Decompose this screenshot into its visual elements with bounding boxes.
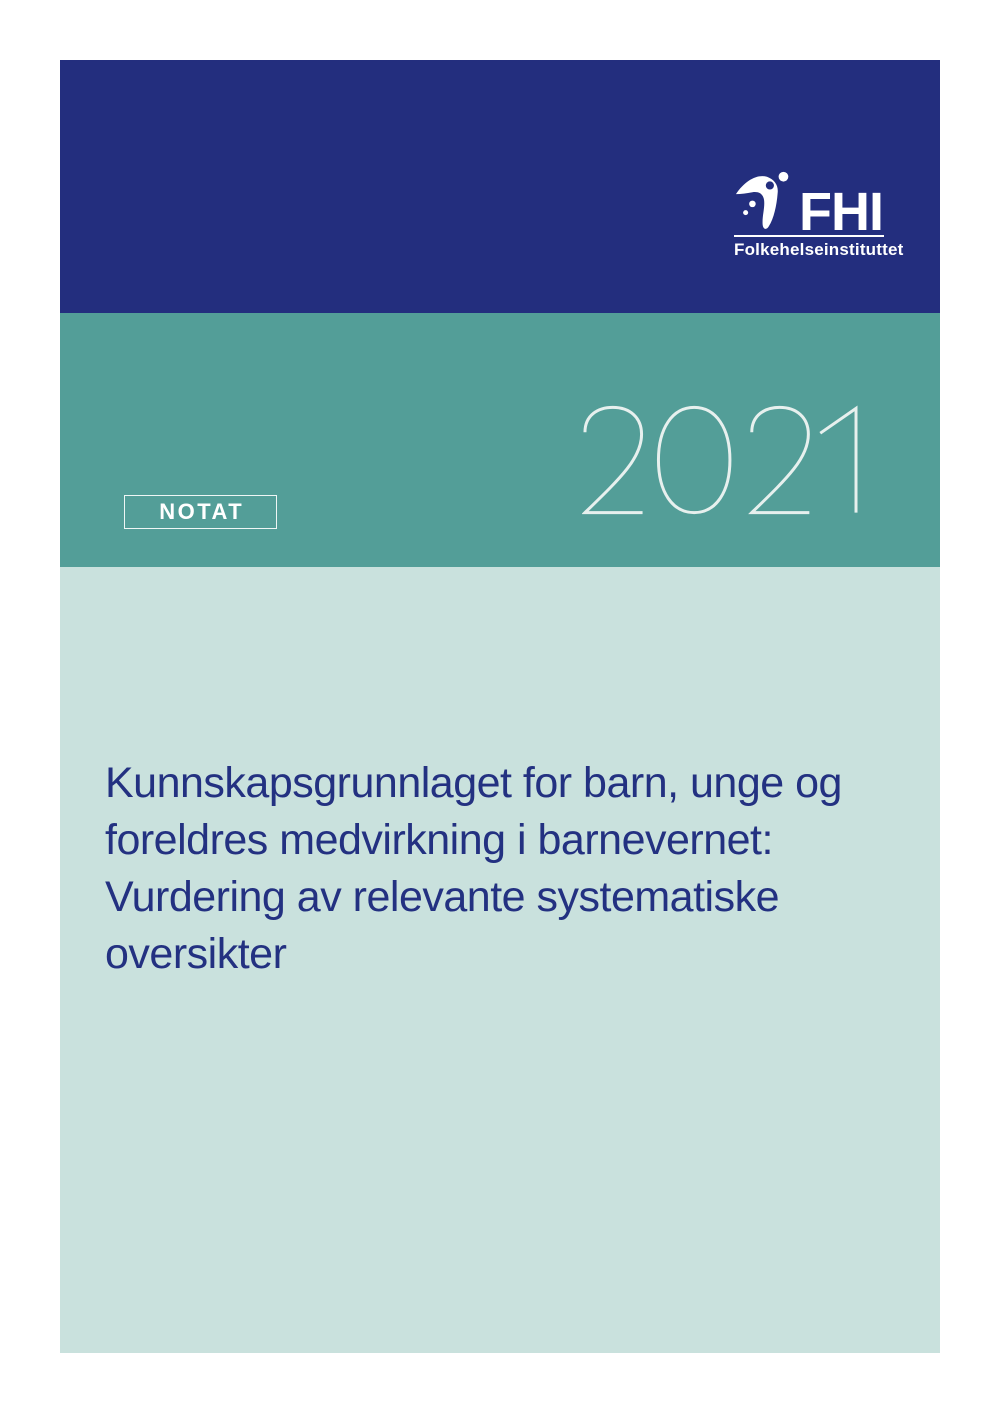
report-title [105,755,855,983]
header-band [60,60,940,313]
year-outline-digits [582,405,858,517]
title-line-2: foreldres medvirkning i barnevernet: [105,816,773,864]
swoosh-trail-dot-large [749,201,756,208]
title-line-4: oversikter [105,930,287,978]
year-figure [582,405,858,517]
document-type-label: NOTAT [159,499,245,524]
year-band [60,313,940,567]
swoosh-hole-dot [766,181,774,189]
logo-acronym: FHI [799,182,883,242]
fhi-logo-row [734,168,884,242]
title-line-3: Vurdering av relevante systematiske [105,873,780,921]
swoosh-trail-dot-small [743,210,748,215]
fhi-swoosh-icon [734,168,798,232]
document-type-badge [124,495,277,529]
swoosh-top-dot [779,172,789,182]
title-line-1: Kunnskapsgrunnlaget for barn, unge og [105,759,842,807]
logo-organization-name: Folkehelseinstituttet [734,240,904,259]
title-band [60,567,940,1353]
cover-card [60,60,940,1353]
fhi-logo [734,168,904,260]
